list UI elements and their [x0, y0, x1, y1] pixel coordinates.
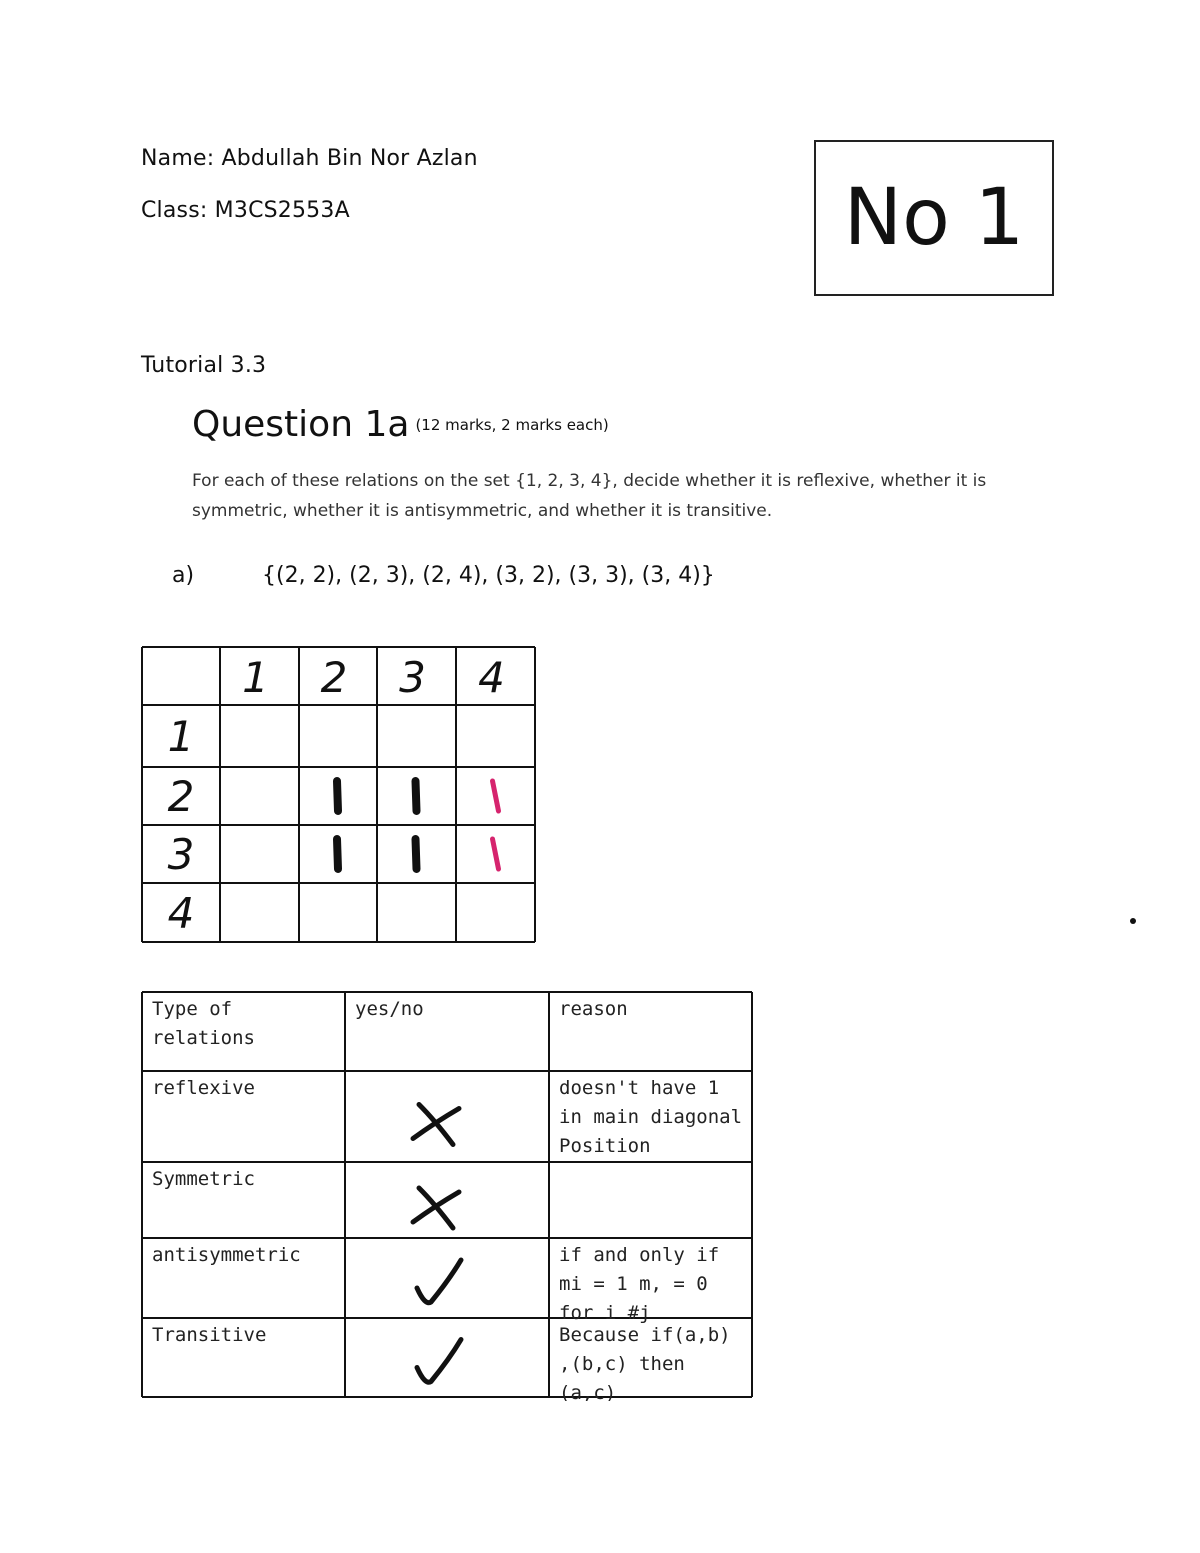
cross-mark-icon-symmetric	[413, 1188, 459, 1228]
check-mark-icon-transitive	[417, 1340, 461, 1383]
question-marks: (12 marks, 2 marks each)	[415, 416, 609, 434]
svg-text:1: 1	[495, 811, 497, 812]
row-type-antisymmetric: antisymmetric	[152, 1244, 301, 1266]
matrix-cell-2-2	[337, 781, 339, 812]
row-reason-antisymmetric: if and only if mi = 1 m, = 0 for i #j	[559, 1244, 720, 1324]
matrix-row-header-3: 3	[167, 830, 195, 879]
row-reason-transitive: Because if(a,b) ,(b,c) then (a,c)	[559, 1324, 731, 1401]
header-reason: reason	[559, 998, 628, 1020]
matrix-row-header-4: 4	[167, 888, 195, 938]
question-text: For each of these relations on the set {1, 2, 3, 4}, decide whether it is reflexive, whether it is symmetric, whether it is antisymmetric, and whether it is transitive.	[192, 471, 987, 521]
question-number-box	[814, 140, 1054, 296]
matrix-cell-3-4	[493, 839, 499, 870]
matrix-row-header-1: 1	[167, 712, 195, 761]
relations-table	[141, 991, 755, 1401]
matrix-cell-2-4	[493, 781, 499, 812]
svg-text:1: 1	[338, 811, 339, 812]
check-mark-icon-antisymmetric	[417, 1260, 461, 1303]
matrix-cell-2-3	[416, 781, 418, 812]
question-heading	[192, 404, 609, 445]
stray-dot	[1130, 918, 1136, 924]
row-type-reflexive: reflexive	[152, 1077, 255, 1099]
matrix-cell-3-2	[337, 839, 339, 870]
relation-set: {(2, 2), (2, 3), (2, 4), (3, 2), (3, 3), (3, 4)}	[262, 563, 715, 588]
question-title: Question 1a	[192, 404, 410, 445]
student-name: Name: Abdullah Bin Nor Azlan	[141, 146, 478, 171]
relations-table-drawing	[141, 991, 755, 1401]
svg-text:1: 1	[416, 869, 418, 870]
matrix-col-header-1: 1	[242, 653, 269, 702]
cross-mark-icon-reflexive	[413, 1105, 459, 1145]
svg-text:1: 1	[495, 869, 497, 870]
part-label: a)	[172, 563, 195, 588]
student-class: Class: M3CS2553A	[141, 198, 350, 223]
row-type-symmetric: Symmetric	[152, 1168, 255, 1190]
matrix-col-header-2: 2	[320, 653, 348, 702]
header-yes-no: yes/no	[355, 998, 424, 1020]
relation-matrix	[141, 646, 539, 946]
matrix-cell-3-3	[416, 839, 418, 870]
header-type: Type of relations	[152, 998, 255, 1049]
matrix-col-header-3: 3	[399, 653, 426, 702]
matrix-row-header-2: 2	[167, 772, 195, 821]
row-type-transitive: Transitive	[152, 1324, 267, 1346]
row-reason-reflexive: doesn't have 1 in main diagonal Position	[559, 1077, 743, 1157]
matrix-col-header-4: 4	[478, 653, 505, 702]
svg-text:1: 1	[338, 869, 339, 870]
question-number: No 1	[843, 173, 1025, 263]
svg-text:1: 1	[416, 811, 418, 812]
tutorial-label: Tutorial 3.3	[141, 353, 267, 378]
relation-matrix-drawing	[141, 646, 539, 946]
